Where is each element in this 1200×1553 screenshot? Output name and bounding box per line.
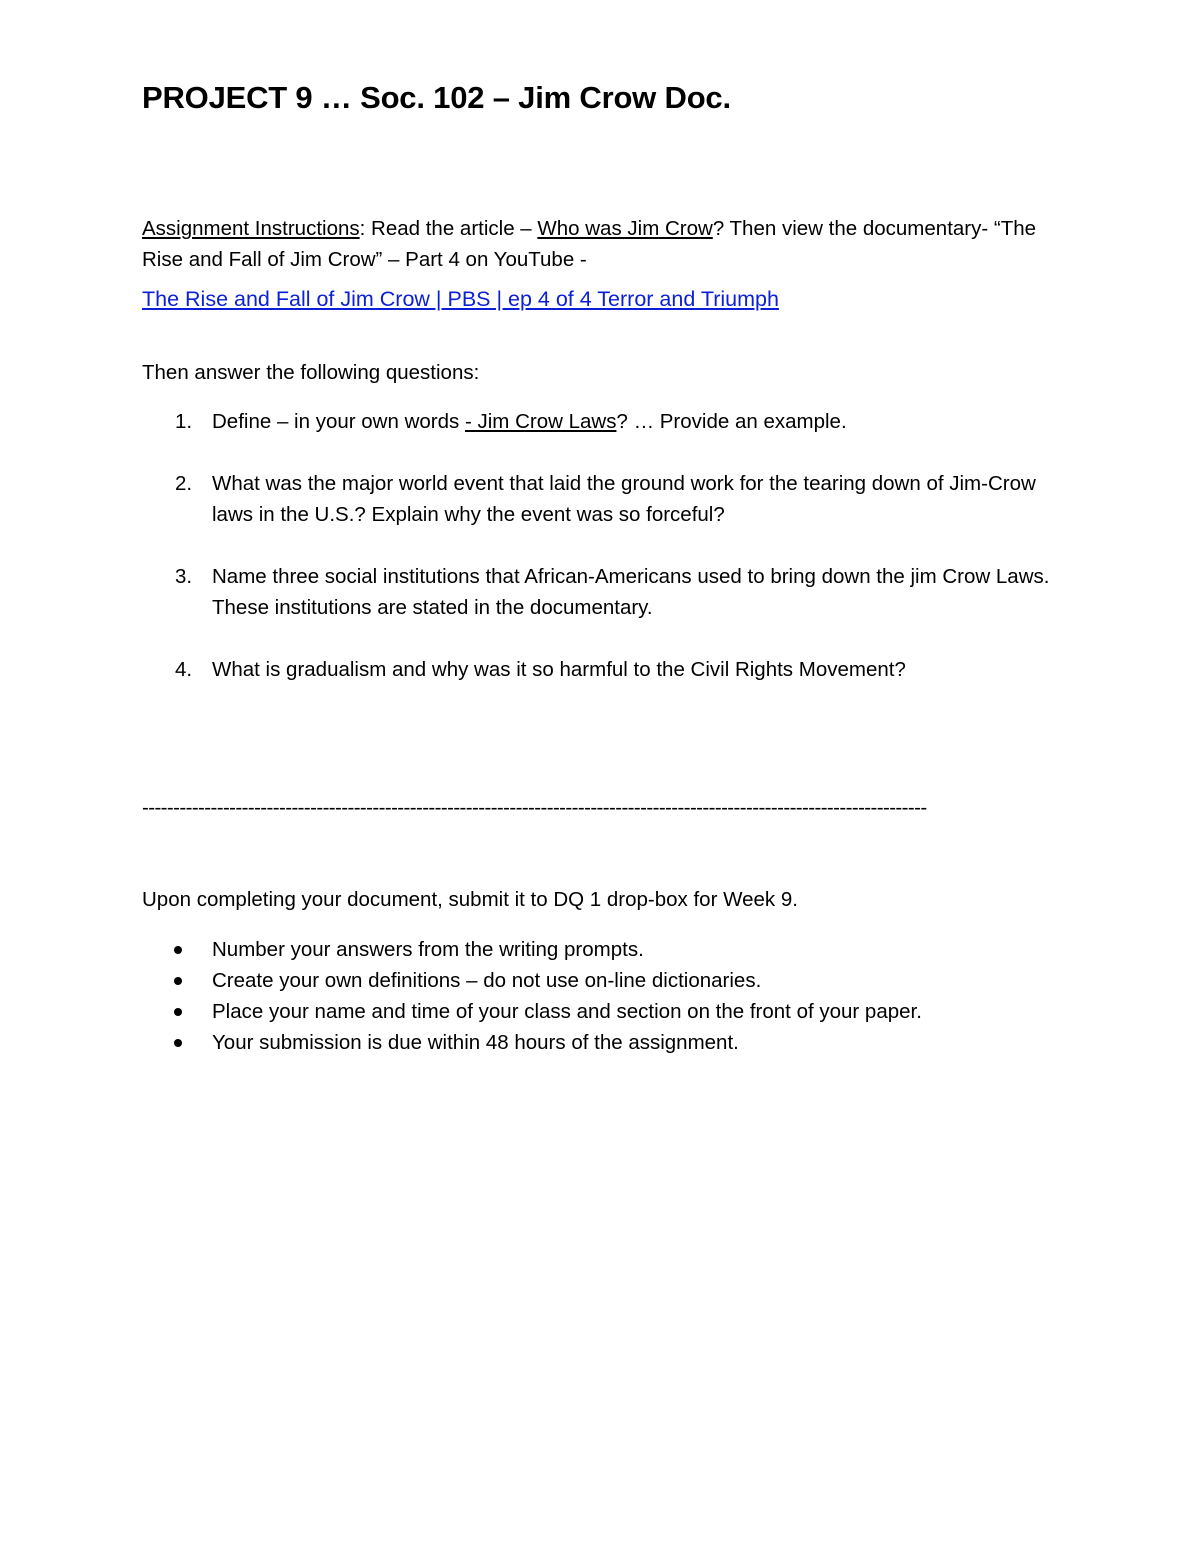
question-4-text: What is gradualism and why was it so harmful to the Civil Rights Movement? bbox=[212, 658, 906, 681]
instructions-label: Assignment Instructions bbox=[142, 217, 360, 240]
question-2-text: What was the major world event that laid the ground work for the tearing down of Jim-Crow laws in the U.S.? Explain why the event was so forceful? bbox=[212, 472, 1036, 526]
question-number: 4. bbox=[175, 658, 193, 681]
instructions-text-2: ? Then view the documentary- “The Rise and Fall of Jim Crow” – Part 4 on YouTube - bbox=[142, 217, 1037, 271]
list-item: Number your answers from the writing prompts. bbox=[142, 934, 922, 965]
list-item: Place your name and time of your class and section on the front of your paper. bbox=[142, 996, 922, 1027]
question-item-1 bbox=[142, 406, 1062, 437]
questions-list bbox=[142, 406, 1062, 716]
questions-intro: Then answer the following questions: bbox=[142, 361, 480, 384]
bullet-icon bbox=[174, 1039, 182, 1047]
question-1-post: ? … Provide an example. bbox=[616, 410, 847, 433]
submission-rules-list bbox=[142, 934, 922, 1058]
instructions-text-1: : Read the article – bbox=[359, 217, 538, 240]
assignment-instructions bbox=[142, 213, 1062, 275]
bullet-icon bbox=[174, 977, 182, 985]
question-1-underlined: - Jim Crow Laws bbox=[464, 410, 617, 433]
document-title: PROJECT 9 … Soc. 102 – Jim Crow Doc. bbox=[142, 80, 731, 115]
question-3-text: Name three social institutions that African-Americans used to bring down the jim Crow Laws. These institutions are stated in the documentary. bbox=[212, 565, 1050, 619]
question-1-pre: Define – in your own words bbox=[212, 410, 465, 433]
question-item-2 bbox=[142, 468, 1062, 530]
list-item: Your submission is due within 48 hours of the assignment. bbox=[142, 1027, 922, 1058]
question-number: 3. bbox=[175, 565, 193, 588]
submission-intro: Upon completing your document, submit it to DQ 1 drop-box for Week 9. bbox=[142, 888, 798, 911]
question-number: 2. bbox=[175, 472, 193, 495]
documentary-link[interactable]: The Rise and Fall of Jim Crow | PBS | ep 4 of 4 Terror and Triumph bbox=[142, 287, 779, 311]
dashed-divider: ------------------------------------------------------------------------------------------------------------------------------ bbox=[142, 796, 927, 819]
article-title: Who was Jim Crow bbox=[537, 217, 713, 240]
question-item-3 bbox=[142, 561, 1062, 623]
bullet-icon bbox=[174, 946, 182, 954]
question-item-4 bbox=[142, 654, 1062, 685]
list-item: Create your own definitions – do not use on-line dictionaries. bbox=[142, 965, 922, 996]
question-number: 1. bbox=[175, 410, 193, 433]
bullet-icon bbox=[174, 1008, 182, 1016]
